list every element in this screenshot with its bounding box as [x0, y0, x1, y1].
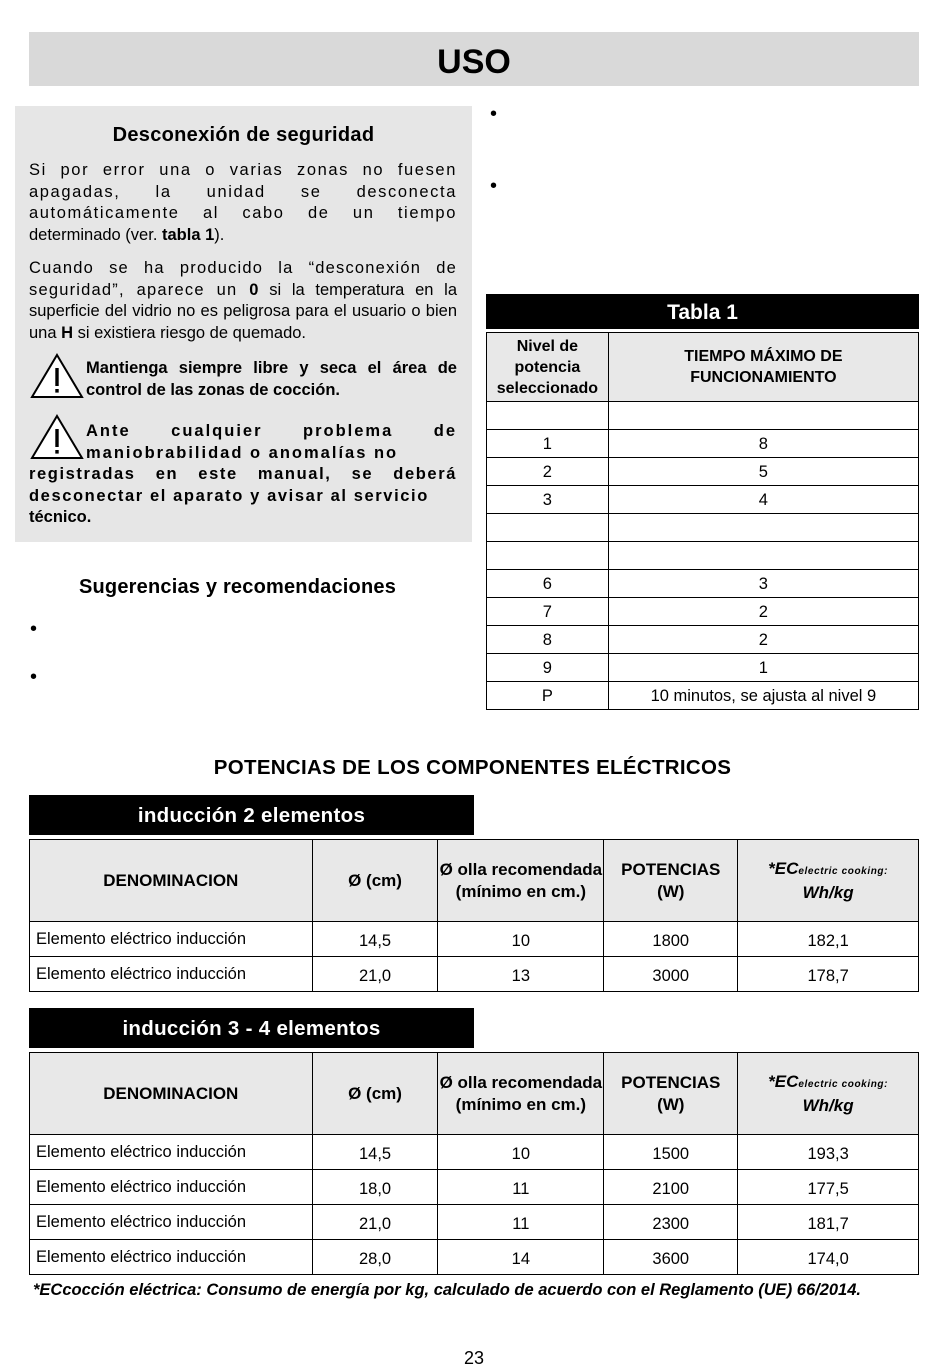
level-cell: 8	[487, 626, 609, 654]
level-cell: 6	[487, 570, 609, 598]
warning-2-line-1: Ante cualquier problema de maniobrabilidad o anomalías no	[86, 422, 457, 462]
level-cell	[487, 402, 609, 430]
tabla-1-header-level: Nivel de potencia seleccionado	[487, 333, 609, 402]
power-row	[30, 922, 919, 957]
safety-paragraph-2	[29, 258, 457, 344]
header-potencias: POTENCIAS (W)	[604, 1053, 738, 1135]
ec-cell: 174,0	[738, 1240, 919, 1275]
time-cell: 10 minutos, se ajusta al nivel 9	[608, 682, 918, 710]
tabla-1-row	[487, 682, 919, 710]
header-denominacion: DENOMINACION	[30, 1053, 313, 1135]
level-cell: 1	[487, 430, 609, 458]
header-diametro: Ø (cm)	[312, 1053, 438, 1135]
ec-cell: 177,5	[738, 1170, 919, 1205]
safety-paragraph-1	[29, 160, 457, 246]
potencia-cell: 3000	[604, 957, 738, 992]
tabla-1-row	[487, 486, 919, 514]
denominacion-cell: Elemento eléctrico inducción	[30, 1240, 313, 1275]
potencia-cell: 1500	[604, 1135, 738, 1170]
level-cell	[487, 542, 609, 570]
power-row	[30, 957, 919, 992]
bullet-point: •	[490, 103, 498, 125]
footnote: *ECcocción eléctrica: Consumo de energía por kg, calculado de acuerdo con el Reglamento (UE) 66/2014.	[33, 1281, 861, 1299]
level-cell	[487, 514, 609, 542]
diametro-cell: 21,0	[312, 1205, 438, 1240]
warning-triangle-icon	[30, 353, 84, 399]
denominacion-cell: Elemento eléctrico inducción	[30, 1170, 313, 1205]
ec-label: *EC	[768, 1071, 799, 1091]
level-cell: 3	[487, 486, 609, 514]
header-olla: Ø olla recomendada (mínimo en cm.)	[438, 1053, 604, 1135]
potencia-cell: 2100	[604, 1170, 738, 1205]
level-cell: 7	[487, 598, 609, 626]
tabla-1-row	[487, 654, 919, 682]
ec-cell: 182,1	[738, 922, 919, 957]
tabla-1-row	[487, 430, 919, 458]
header-potencias: POTENCIAS (W)	[604, 840, 738, 922]
ec-cell: 181,7	[738, 1205, 919, 1240]
potencias-title: POTENCIAS DE LOS COMPONENTES ELÉCTRICOS	[213, 756, 732, 779]
tabla-1-title: Tabla 1	[486, 294, 919, 329]
olla-cell: 10	[438, 922, 604, 957]
warning-2-line-2: registradas en este manual, se deberá desconectar el aparato y avisar al servicio	[29, 465, 457, 505]
olla-cell: 10	[438, 1135, 604, 1170]
power-row	[30, 1240, 919, 1275]
page-header-title: USO	[29, 32, 919, 86]
safety-p1-close: ).	[214, 225, 225, 244]
ec-label: *EC	[768, 858, 799, 878]
power-table-2-elements	[29, 839, 919, 992]
potencia-cell: 2300	[604, 1205, 738, 1240]
potencia-cell: 3600	[604, 1240, 738, 1275]
diametro-cell: 14,5	[312, 1135, 438, 1170]
diametro-cell: 18,0	[312, 1170, 438, 1205]
tabla-1-row	[487, 570, 919, 598]
level-cell: P	[487, 682, 609, 710]
bullet-point: •	[490, 175, 498, 197]
tabla-1-row	[487, 626, 919, 654]
h-symbol: H	[61, 323, 74, 342]
level-cell: 9	[487, 654, 609, 682]
ec-cell: 178,7	[738, 957, 919, 992]
denominacion-cell: Elemento eléctrico inducción	[30, 957, 313, 992]
diametro-cell: 21,0	[312, 957, 438, 992]
header-diametro: Ø (cm)	[312, 840, 438, 922]
table-reference: tabla 1	[161, 225, 215, 244]
zero-symbol: 0	[249, 280, 259, 299]
warning-triangle-icon	[30, 414, 84, 460]
denominacion-cell: Elemento eléctrico inducción	[30, 1135, 313, 1170]
time-cell: 1	[608, 654, 918, 682]
time-cell	[608, 402, 918, 430]
olla-cell: 11	[438, 1205, 604, 1240]
power-row	[30, 1170, 919, 1205]
ec-unit: Wh/kg	[802, 1096, 854, 1115]
denominacion-cell: Elemento eléctrico inducción	[30, 922, 313, 957]
olla-cell: 14	[438, 1240, 604, 1275]
tabla-1-row	[487, 458, 919, 486]
header-ec	[738, 840, 919, 922]
section-2-elements-title: inducción 2 elementos	[29, 795, 474, 835]
header-denominacion: DENOMINACION	[30, 840, 313, 922]
diametro-cell: 14,5	[312, 922, 438, 957]
time-cell: 4	[608, 486, 918, 514]
power-row	[30, 1135, 919, 1170]
tabla-1	[486, 332, 919, 710]
level-cell: 2	[487, 458, 609, 486]
tabla-1-row	[487, 514, 919, 542]
header-ec	[738, 1053, 919, 1135]
ec-cell: 193,3	[738, 1135, 919, 1170]
header-olla: Ø olla recomendada (mínimo en cm.)	[438, 840, 604, 922]
potencia-cell: 1800	[604, 922, 738, 957]
tabla-1-header-time: TIEMPO MÁXIMO DE FUNCIONAMIENTO	[608, 333, 918, 402]
page-number: 23	[463, 1348, 485, 1368]
warning-2-line-3: técnico.	[29, 508, 92, 526]
tabla-1-row	[487, 542, 919, 570]
time-cell: 8	[608, 430, 918, 458]
bullet-point: •	[30, 666, 38, 688]
olla-cell: 11	[438, 1170, 604, 1205]
safety-p1-end: determinado (ver.	[29, 225, 162, 244]
safety-p2-c: si la temperatura en la superficie del vidrio no es peligrosa para el usuario o bien una	[29, 280, 457, 342]
ec-sub-label: electric cooking:	[798, 865, 889, 877]
power-row	[30, 1205, 919, 1240]
ec-unit: Wh/kg	[802, 883, 854, 902]
time-cell	[608, 514, 918, 542]
time-cell: 2	[608, 626, 918, 654]
tabla-1-row	[487, 598, 919, 626]
safety-p2-a: Cuando se ha producido la “desconexión de seguridad”, aparece un	[29, 259, 457, 299]
time-cell	[608, 542, 918, 570]
olla-cell: 13	[438, 957, 604, 992]
denominacion-cell: Elemento eléctrico inducción	[30, 1205, 313, 1240]
ec-sub-label: electric cooking:	[798, 1078, 889, 1090]
time-cell: 3	[608, 570, 918, 598]
warning-1-text: Mantienga siempre libre y seca el área de control de las zonas de cocción.	[86, 359, 457, 399]
diametro-cell: 28,0	[312, 1240, 438, 1275]
power-table-3-4-elements	[29, 1052, 919, 1275]
time-cell: 5	[608, 458, 918, 486]
safety-p1-text: Si por error una o varias zonas no fuesen apagadas, la unidad se desconecta automáticamente al cabo de un tiempo	[29, 161, 457, 222]
time-cell: 2	[608, 598, 918, 626]
suggestions-title: Sugerencias y recomendaciones	[78, 576, 397, 598]
tabla-1-row	[487, 402, 919, 430]
safety-title: Desconexión de seguridad	[112, 124, 375, 146]
bullet-point: •	[30, 618, 38, 640]
safety-p2-e: si existiera riesgo de quemado.	[73, 323, 307, 342]
section-3-4-elements-title: inducción 3 - 4 elementos	[29, 1008, 474, 1048]
